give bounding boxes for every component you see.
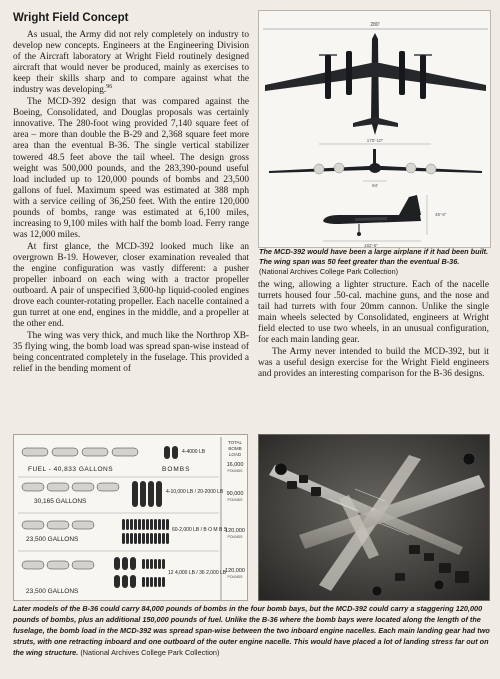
row-2-unit: POUNDS <box>227 498 243 502</box>
load-row-4 <box>22 557 245 595</box>
paragraph-6: The Army never intended to build the MCD-392, but it was a useful design exercise for the Wright Field engineers and provides an interesting comparison for the B-36 designs. <box>258 347 489 380</box>
total-header-1: TOTAL <box>227 440 243 445</box>
load-row-2 <box>22 481 243 507</box>
caption-top: The MCD-392 would have been a large airplane if it had been built. The wing span was 50 feet greater than the eventual B-36. (National Archives College Park Collection) <box>259 247 489 277</box>
row-4-fuel: 23,500 GALLONS <box>26 588 79 595</box>
row-2-total: 90,000 <box>226 491 244 497</box>
paragraph-4: The wing was very thick, and much like the Northrop XB-35 flying wing, the bomb load was spread span-wise instead of being concentrated completely in the fuselage. This provided a relief in the bending moment of <box>13 331 249 375</box>
length2-dimension: 182'-6" <box>364 243 378 248</box>
total-header-2: BOMB <box>228 446 242 451</box>
row-3-unit: POUNDS <box>227 535 243 539</box>
row-4-bombs: 12 4,000 LB / 36 2,000 LB <box>168 570 227 576</box>
row-1-total: 16,000 <box>226 462 244 468</box>
left-column-text <box>13 30 249 376</box>
three-view-svg <box>259 11 492 249</box>
row-1-unit: POUNDS <box>227 469 243 473</box>
row-3-fuel: 23,500 GALLONS <box>26 536 79 543</box>
load-chart <box>13 434 248 601</box>
height-dimension: 48'-6" <box>435 212 447 217</box>
caption-bottom: Later models of the B-36 could carry 84,000 pounds of bombs in the four bomb bays, but the MCD-392 could carry a staggering 120,000 pounds of bombs, plus an additional 150,000 pounds of fuel. Unlike the B-36 where the bomb bays were located along the length of the fuselage, the bomb load in the MCD-392 was spread span-wise between the two inboard engine nacelles. Each main landing gear had two struts, with one retracting inboard and one outboard of the outer engine nacelle. This would have placed a lot of landing stress far out on the wing structure. (National Archives College Park Collection) <box>13 604 490 657</box>
row-2-bombs: 4-10,000 LB / 20-2000 LB <box>166 489 224 495</box>
row-4-total: 120,000 <box>225 568 245 574</box>
tread-dimension: 84' <box>372 183 378 188</box>
length-dimension: 170'-10" <box>366 138 384 143</box>
paragraph-5: the wing, allowing a lighter structure. Each of the nacelle turrets housed four .50-cal. machine guns, and the nose and tail had turrets with four 20mm cannon. Unlike the single main wheels selected by Consolidated, engineers at Wright field elected to use two wheels, in an unusual configuration, for each main landing gear. <box>258 280 489 346</box>
total-header-3: LOAD <box>228 452 242 457</box>
right-column-text <box>258 280 489 381</box>
row-2-fuel: 30,165 GALLONS <box>34 498 87 505</box>
row-4-unit: POUNDS <box>227 575 243 579</box>
section-title: Wright Field Concept <box>13 12 129 24</box>
paragraph-2: The MCD-392 design that was compared against the Boeing, Consolidated, and Douglas proposals was certainly innovative. The 280-foot wing provided 7,140 square feet of area – more than double the B-29 and 2,368 square feet more area than the eventual B-36. The single vertical stabilizer towered 48.5 feet above the tail wheel. The design gross weight was 500,000 pounds, and the 283,390-pound useful load included up to 120,000 pounds of bombs and 23,500 gallons of fuel. Maximum speed was estimated at 388 mph with a service ceiling of 36,250 feet. With the entire 120,000 pounds of bombs, range was estimated at 6,100 miles, increasing to 9,100 miles with half the bomb load. Ferry range was 12,000 miles. <box>13 97 249 240</box>
row-1-fuel: FUEL - 40,833 GALLONS <box>28 466 114 473</box>
load-chart-svg <box>14 435 249 602</box>
three-view-drawing <box>258 10 491 248</box>
load-row-3 <box>22 519 245 544</box>
load-row-1 <box>22 446 243 473</box>
row-3-bombs: 60-2,000 LB / B O M B S <box>172 527 228 533</box>
paragraph-3: At first glance, the MCD-392 looked much like an overgrown B-19. However, closer examination revealed that the engine configuration was vastly different: a pusher propeller inboard on each wing with a tractor propeller outboard. A pair of unspecified 3,600-hp liquid-cooled engines drove each counter-rotating propeller. Each nacelle contained a gun turret at one end, engines in the middle, and a propeller at the other end. <box>13 241 249 330</box>
row-3-total: 120,000 <box>225 528 245 534</box>
cutaway-photo <box>258 434 490 601</box>
footnote-ref: 96 <box>106 84 113 91</box>
cutaway-svg <box>259 435 490 601</box>
span-dimension: 280' <box>370 22 380 28</box>
paragraph-1: As usual, the Army did not rely completely on industry to develop new concepts. Engineers at the Engineering Division of the Aircraft laboratory at Wright Field routinely designed aircraft that would never be produced, mainly as exercises to keep their skills sharp and to compare against what the industry was developing.$^{96}$ <box>13 30 249 96</box>
row-1-bombs-label: BOMBS <box>162 466 191 473</box>
row-1-bombs: 4-4000 LB <box>182 449 206 455</box>
